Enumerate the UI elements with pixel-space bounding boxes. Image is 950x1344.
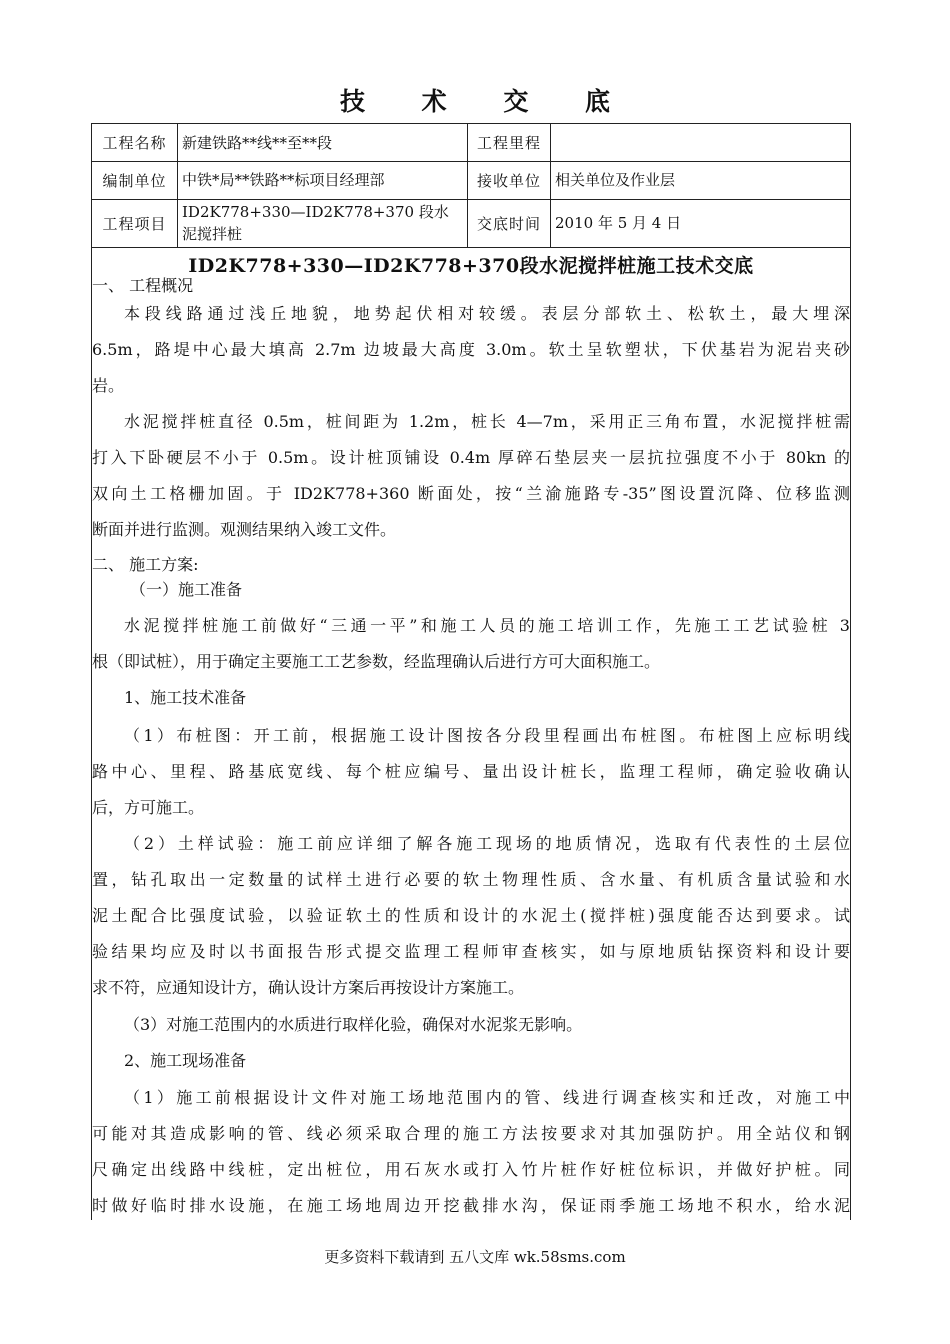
paragraph-line: 水泥搅拌桩施工前做好“三通一平”和施工人员的施工培训工作，先施工工艺试验桩 3: [124, 616, 850, 635]
paragraph-line: 岩。: [92, 376, 125, 395]
paragraph-line: 水泥搅拌桩直径 0.5m，桩间距为 1.2m，桩长 4—7m，采用正三角布置，水泥搅拌桩需: [124, 412, 850, 431]
section-heading: 一、 工程概况: [92, 276, 194, 295]
paragraph-line: （1）布桩图：开工前，根据施工设计图按各分段里程画出布桩图。布桩图上应标明线: [124, 726, 850, 745]
receiver-value: 相关单位及作业层: [550, 161, 850, 199]
receiver-label: 接收单位: [467, 161, 550, 199]
paragraph-line: 根（即试桩），用于确定主要施工工艺参数，经监理确认后进行方可大面积施工。: [92, 652, 661, 671]
subsection-heading: （一）施工准备: [130, 580, 243, 599]
paragraph-line: 可能对其造成影响的管、线必须采取合理的施工方法按要求对其加强防护。用全站仪和钢: [92, 1124, 850, 1143]
paragraph-line: 打入下卧硬层不小于 0.5m。设计桩顶铺设 0.4m 厚碎石垫层夹一层抗拉强度不小于 80kn 的: [92, 448, 850, 467]
mileage-label: 工程里程: [467, 124, 550, 161]
disclosure-form: [91, 123, 851, 1220]
paragraph-line: 双向土工格栅加固。于 ID2K778+360 断面处，按“兰渝施路专-35”图设置沉降、位移监测: [92, 484, 850, 503]
paragraph-line: 验结果均应及时以书面报告形式提交监理工程师审查核实，如与原地质钻探资料和设计要: [92, 942, 850, 961]
item-label: 工程项目: [102, 214, 167, 233]
paragraph-line: 后，方可施工。: [92, 798, 205, 817]
paragraph-line: 时做好临时排水设施，在施工场地周边开挖截排水沟，保证雨季施工场地不积水，给水泥: [92, 1196, 850, 1215]
footer-note: 更多资料下载请到 五八文库 wk.58sms.com: [324, 1248, 626, 1266]
disclosure-heading: ID2K778+330—ID2K778+370段水泥搅拌桩施工技术交底: [188, 255, 754, 277]
header-row-project: [92, 124, 850, 162]
date-label: 交底时间: [467, 199, 550, 247]
date-value: 2010 年 5 月 4 日: [550, 199, 850, 247]
paragraph-line: （3）对施工范围内的水质进行取样化验，确保对水泥浆无影响。: [124, 1015, 583, 1034]
project-name-value: 新建铁路**线**至**段: [177, 124, 467, 161]
paragraph-line: 路中心、里程、路基底宽线、每个桩应编号、量出设计桩长，监理工程师，确定验收确认: [92, 762, 850, 781]
mileage-value: [550, 124, 850, 161]
section-heading: 二、 施工方案:: [92, 555, 199, 574]
subsection-heading: 1、施工技术准备: [124, 688, 247, 707]
paragraph-line: 泥土配合比强度试验，以验证软土的性质和设计的水泥土(搅拌桩)强度能否达到要求。试: [92, 906, 850, 925]
paragraph-line: （2）土样试验：施工前应详细了解各施工现场的地质情况，选取有代表性的土层位: [124, 834, 850, 853]
header-row-item: [92, 199, 850, 248]
project-name-label: 工程名称: [102, 134, 167, 152]
paragraph-line: 尺确定出线路中线桩，定出桩位，用石灰水或打入竹片桩作好桩位标识，并做好护桩。同: [92, 1160, 850, 1179]
paragraph-line: 6.5m，路堤中心最大填高 2.7m 边坡最大高度 3.0m。软土呈软塑状，下伏基岩为泥岩夹砂: [92, 340, 850, 359]
compiler-label: 编制单位: [102, 171, 167, 190]
paragraph-line: 断面并进行监测。观测结果纳入竣工文件。: [92, 520, 397, 539]
paragraph-line: （1）施工前根据设计文件对施工场地范围内的管、线进行调查核实和迁改，对施工中: [124, 1088, 850, 1107]
paragraph-line: 本段线路通过浅丘地貌，地势起伏相对较缓。表层分部软土、松软土，最大埋深: [124, 304, 850, 323]
document-title: 技 术 交 底: [339, 87, 635, 116]
paragraph-line: 求不符，应通知设计方，确认设计方案后再按设计方案施工。: [92, 978, 525, 997]
item-value: ID2K778+330—ID2K778+370 段水泥搅拌桩: [177, 199, 467, 247]
paragraph-line: 置，钻孔取出一定数量的试样土进行必要的软土物理性质、含水量、有机质含量试验和水: [92, 870, 850, 889]
subsection-heading: 2、施工现场准备: [124, 1051, 247, 1070]
compiler-value: 中铁*局**铁路**标项目经理部: [177, 161, 467, 199]
header-row-units: [92, 161, 850, 200]
